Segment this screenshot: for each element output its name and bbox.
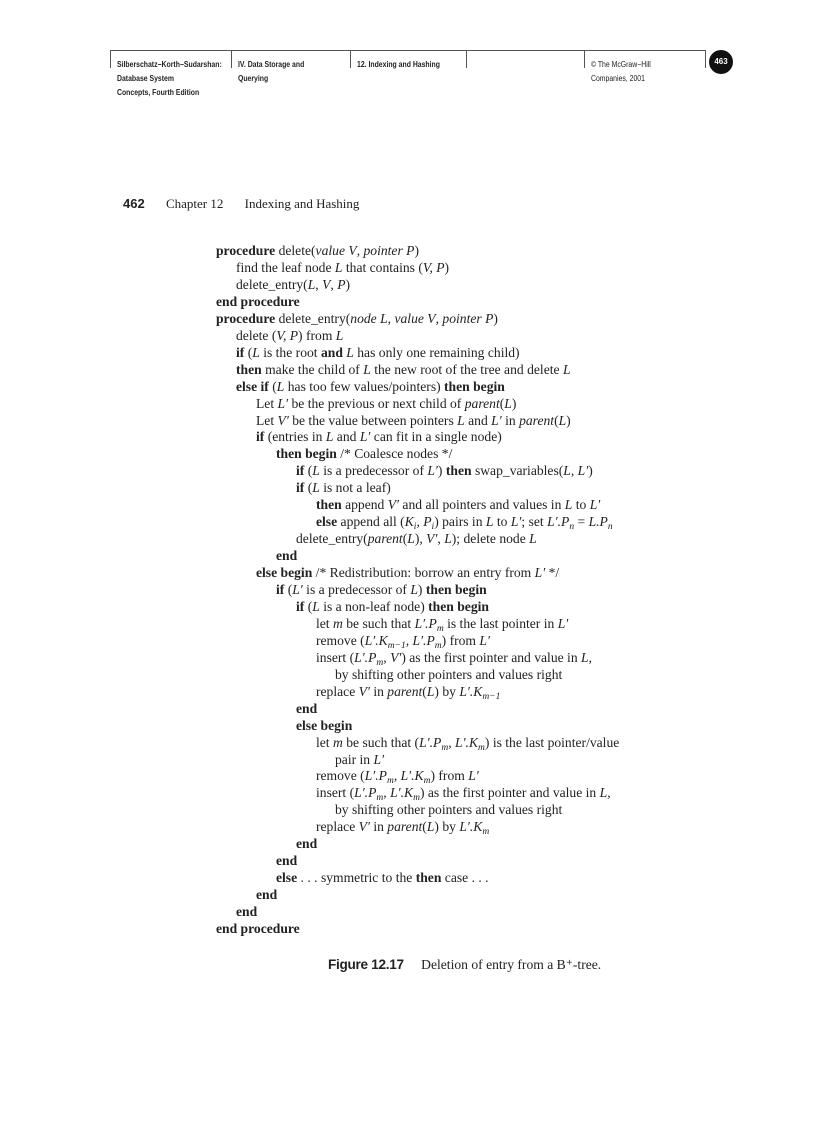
code-text: remove ( — [316, 768, 365, 784]
header-publisher-line: © The McGraw−Hill — [591, 60, 651, 69]
code-text: ( — [287, 582, 293, 597]
keyword: end — [236, 904, 258, 920]
code-text: is a predecessor of — [302, 582, 411, 597]
code-text: m — [386, 776, 394, 787]
code-line — [276, 581, 487, 598]
code-line — [256, 428, 502, 445]
code-text: , — [588, 649, 592, 665]
code-text: L′ — [491, 412, 502, 428]
code-text: m — [333, 615, 343, 631]
code-line — [236, 903, 257, 920]
keyword: end — [296, 700, 318, 716]
code-text: L′ — [534, 565, 546, 581]
code-text: is a non-leaf node) — [319, 598, 429, 614]
code-line — [236, 378, 505, 395]
code-text: append — [345, 497, 388, 513]
code-text: V, P — [422, 259, 445, 275]
code-text: L — [407, 531, 415, 547]
code-text: L — [562, 361, 571, 377]
code-text: ) — [444, 259, 450, 275]
code-text: L′ — [468, 768, 479, 784]
code-line — [236, 361, 571, 378]
code-line — [316, 615, 568, 632]
code-text: L — [276, 378, 285, 394]
code-text: V — [322, 276, 331, 292]
code-text: pointer P — [363, 243, 415, 258]
keyword: end — [276, 853, 298, 869]
code-text: L′ — [277, 395, 289, 411]
code-line — [316, 683, 500, 700]
code-text: L — [312, 463, 320, 479]
code-text: Let — [256, 395, 278, 411]
code-text: L′ — [359, 429, 371, 445]
keyword: if — [296, 463, 308, 479]
code-line — [316, 784, 611, 804]
code-text: be such that — [342, 615, 415, 631]
header-divider — [584, 50, 585, 68]
code-text: L — [564, 497, 573, 513]
keyword: then — [316, 497, 346, 513]
code-line — [236, 276, 350, 293]
code-text: . . . symmetric to the — [300, 870, 416, 886]
keyword: end procedure — [216, 293, 300, 309]
code-text: pointer P — [442, 310, 494, 326]
code-text: , L′.K — [448, 734, 479, 750]
code-text: in — [501, 412, 520, 428]
code-line — [256, 886, 277, 903]
code-text: , L′.K — [383, 785, 414, 801]
code-text: in — [369, 683, 388, 699]
code-text: V′ — [387, 497, 400, 513]
code-text: V′ — [358, 819, 370, 835]
code-text: ) as the first pointer and value in — [401, 649, 582, 665]
code-text: Let — [256, 412, 278, 428]
keyword: then — [236, 361, 266, 377]
chapter-title: Indexing and Hashing — [244, 196, 360, 211]
keyword: then — [415, 870, 442, 886]
code-text: can fit in a single node) — [370, 429, 502, 445]
header-publisher — [591, 58, 651, 86]
code-text: L′.P — [354, 649, 377, 665]
keyword: else begin — [256, 565, 316, 581]
code-text: L — [599, 785, 608, 801]
keyword: else — [276, 870, 301, 886]
code-text: parent — [387, 683, 423, 699]
code-text: parent — [464, 395, 500, 411]
code-text: value V — [315, 243, 357, 258]
code-text: P — [337, 276, 346, 292]
code-line — [216, 293, 300, 310]
code-text: ( — [422, 819, 427, 835]
code-text: ) — [566, 412, 571, 428]
code-text: L′.P — [364, 768, 387, 784]
code-text: insert ( — [316, 785, 355, 801]
code-text: L′ — [510, 514, 522, 530]
code-text: be such that ( — [342, 734, 420, 750]
code-text: /* Coalesce nodes */ — [340, 446, 453, 462]
code-line — [316, 513, 613, 533]
keyword: end — [276, 548, 298, 564]
code-text: L′ — [427, 463, 438, 479]
code-text: m — [423, 776, 431, 787]
code-text: L — [558, 412, 567, 428]
code-text: parent — [519, 412, 555, 428]
code-text: L′.K — [459, 683, 483, 699]
code-text: L — [457, 412, 465, 428]
code-text: L′.P — [547, 514, 570, 530]
code-text: in — [369, 819, 388, 835]
code-text: by shifting other pointers and values right — [335, 666, 563, 682]
code-text: ( — [422, 683, 427, 699]
code-text: ) is the last pointer/value — [484, 734, 620, 750]
code-text: L — [334, 259, 343, 275]
keyword: procedure — [216, 243, 279, 258]
code-text: L′.K — [364, 632, 388, 648]
code-text: V′ — [426, 531, 438, 547]
header-chapter: 12. Indexing and Hashing — [357, 60, 440, 69]
code-text: , — [435, 310, 443, 326]
header-book-line: Silberschatz−Korth−Sudarshan: — [117, 60, 222, 69]
code-text: find the leaf node — [236, 259, 335, 275]
code-text: L — [426, 819, 435, 835]
code-text: , — [356, 243, 364, 258]
code-text: parent — [367, 531, 403, 547]
code-text: is the root — [259, 344, 321, 360]
code-text: replace — [316, 819, 359, 835]
code-line — [296, 700, 317, 717]
code-text: delete( — [278, 243, 316, 258]
code-line — [276, 852, 297, 869]
code-text: L′ — [292, 582, 303, 597]
code-text: delete_entry( — [296, 531, 368, 547]
code-line — [296, 598, 489, 615]
code-text: , — [437, 531, 445, 547]
code-text: L — [426, 683, 435, 699]
code-text: , L′.K — [393, 768, 424, 784]
code-line — [256, 564, 559, 581]
code-text: ) — [417, 582, 426, 597]
chapter-label: Chapter 12 — [165, 196, 224, 211]
code-line — [316, 496, 600, 513]
keyword: then — [445, 463, 475, 479]
figure-caption — [328, 957, 601, 973]
header-part — [238, 58, 304, 86]
code-text: ) — [588, 463, 593, 479]
keyword: and — [320, 344, 347, 360]
code-text: m — [482, 827, 490, 838]
code-text: L — [485, 514, 494, 530]
code-text: L.P — [588, 514, 608, 530]
code-text: parent — [387, 819, 423, 835]
code-text: , — [315, 276, 323, 292]
code-text: L — [444, 531, 452, 547]
keyword: procedure — [216, 310, 279, 326]
code-text: ( — [307, 598, 313, 614]
code-text: let — [316, 615, 333, 631]
header-part-line: IV. Data Storage and — [238, 60, 305, 69]
code-text: ) pairs in — [434, 514, 486, 530]
code-text: i — [413, 522, 417, 533]
code-text: ) — [493, 310, 498, 326]
code-text: L — [252, 344, 260, 360]
figure-caption-text: Deletion of entry from a B⁺-tree. — [421, 957, 602, 972]
keyword: if — [236, 344, 248, 360]
code-text: ) — [345, 276, 351, 292]
code-text: has only one remaining child) — [353, 344, 520, 360]
code-text: is the last pointer in — [443, 615, 558, 631]
code-text: V′ — [358, 683, 370, 699]
header-divider — [110, 50, 111, 68]
code-text: and all pointers and values in — [399, 497, 565, 513]
code-line — [316, 632, 490, 649]
code-text: L′.P — [419, 734, 442, 750]
code-text: L′ — [373, 751, 385, 767]
code-line — [236, 259, 449, 276]
keyword: then begin — [428, 598, 489, 614]
code-text: m — [436, 623, 444, 634]
code-text: ( — [247, 344, 253, 360]
header-book-title — [117, 58, 222, 100]
code-text: delete_entry( — [278, 310, 351, 326]
code-text: ) from — [430, 768, 469, 784]
code-text: ) — [511, 395, 517, 411]
code-line — [296, 835, 317, 852]
code-text: ) by — [434, 819, 460, 835]
keyword: then begin — [425, 582, 487, 597]
code-text: ), — [414, 531, 427, 547]
code-line — [216, 242, 419, 259]
code-text: be the value between pointers — [288, 412, 458, 428]
code-text: ( — [307, 463, 313, 479]
running-head — [123, 196, 359, 212]
figure-label: Figure 12.17 — [328, 957, 404, 972]
keyword: then begin — [444, 378, 505, 394]
code-line — [256, 412, 571, 429]
code-line — [276, 869, 489, 886]
code-text: m — [441, 742, 449, 753]
code-text: n — [569, 522, 575, 533]
keyword: else — [316, 514, 341, 530]
code-line — [216, 310, 498, 327]
code-text: L′.P — [354, 785, 377, 801]
code-text: m — [333, 734, 343, 750]
code-text: L, L′ — [563, 463, 589, 479]
code-text: L — [410, 582, 418, 597]
code-text: m — [434, 640, 442, 651]
code-text: V′ — [277, 412, 289, 428]
code-text: /* Redistribution: borrow an entry from — [315, 565, 535, 581]
code-line — [296, 717, 352, 734]
code-text: node L — [350, 310, 388, 326]
code-text: ) from — [298, 327, 336, 343]
code-text: L — [307, 276, 316, 292]
code-text: L′ — [589, 497, 601, 513]
code-text: m — [376, 657, 384, 668]
code-text: */ — [545, 565, 560, 581]
code-text: L′ — [557, 615, 569, 631]
code-text: L — [325, 429, 334, 445]
keyword: if — [256, 429, 268, 445]
code-text: be the previous or next child of — [288, 395, 465, 411]
code-text: ( — [402, 531, 408, 547]
code-text: m−1 — [387, 640, 406, 651]
code-line — [236, 327, 343, 344]
page-number-badge: 463 — [709, 50, 733, 74]
code-text: m — [478, 742, 485, 753]
keyword: end — [296, 836, 318, 852]
code-text: let — [316, 734, 333, 750]
code-text: m−1 — [482, 691, 501, 702]
header-divider — [350, 50, 351, 68]
code-text: swap_variables( — [474, 463, 564, 479]
code-text: and — [333, 429, 360, 445]
header-divider — [705, 50, 706, 68]
keyword: if — [296, 598, 308, 614]
code-text: ( — [499, 395, 505, 411]
code-line — [296, 462, 593, 479]
code-text: is not a leaf) — [319, 480, 391, 496]
code-text: replace — [316, 683, 359, 699]
header-divider — [466, 50, 467, 68]
code-line — [316, 734, 619, 751]
code-text: , V′ — [383, 649, 402, 665]
code-text: insert ( — [316, 649, 355, 665]
header-publisher-line: Companies, 2001 — [591, 74, 645, 83]
keyword: else if — [236, 378, 273, 394]
code-text: L′.K — [459, 819, 483, 835]
code-text: L′.P — [414, 615, 437, 631]
code-line — [316, 767, 479, 787]
code-text: n — [607, 522, 613, 533]
code-line — [276, 445, 452, 462]
code-text: ); delete node — [451, 531, 530, 547]
code-text: (entries in — [267, 429, 326, 445]
code-text: append all ( — [340, 514, 405, 530]
header-rule — [110, 50, 706, 51]
code-text: ) from — [441, 632, 480, 648]
code-text: = — [574, 514, 589, 530]
keyword: else begin — [296, 717, 353, 733]
code-line — [335, 801, 562, 818]
code-text: L′ — [479, 632, 490, 648]
code-text: L — [504, 395, 512, 411]
code-text: L — [581, 649, 589, 665]
page-number: 462 — [123, 196, 145, 211]
header-book-line: Concepts, Fourth Edition — [117, 88, 200, 97]
code-text: , — [607, 785, 611, 801]
keyword: then begin — [276, 446, 341, 462]
code-text: , — [330, 276, 338, 292]
code-text: ) — [437, 463, 446, 479]
code-text: case . . . — [441, 870, 489, 886]
code-text: V, P — [276, 327, 299, 343]
code-text: delete_entry( — [236, 276, 308, 292]
code-text: , P — [416, 514, 432, 530]
code-text: ) by — [434, 683, 460, 699]
keyword: if — [276, 582, 288, 597]
code-text: ( — [272, 378, 277, 394]
code-text: L — [529, 531, 537, 547]
code-text: L — [335, 327, 344, 343]
code-line — [276, 547, 297, 564]
code-text: ( — [307, 480, 313, 496]
code-text: to — [572, 497, 590, 513]
keyword: end — [256, 887, 278, 903]
code-text: pair in — [335, 751, 374, 767]
code-line — [296, 530, 537, 547]
code-text: m — [413, 793, 420, 804]
code-text: make the child of — [265, 361, 364, 377]
code-line — [335, 751, 384, 768]
code-text: L — [346, 344, 354, 360]
code-text: m — [376, 793, 384, 804]
code-text: and — [464, 412, 492, 428]
code-text: i — [431, 522, 435, 533]
code-text: ) as the first pointer and value in — [419, 785, 600, 801]
code-text: value V — [394, 310, 436, 326]
code-text: , L′.P — [405, 632, 435, 648]
code-text: remove ( — [316, 632, 365, 648]
code-text: L — [363, 361, 371, 377]
code-line — [236, 344, 520, 361]
keyword: end procedure — [216, 921, 300, 936]
code-text: to — [493, 514, 511, 530]
code-text: K — [404, 514, 414, 530]
code-text: L — [312, 480, 320, 496]
header-book-line: Database System — [117, 74, 174, 83]
keyword: if — [296, 480, 308, 496]
code-text: has too few values/pointers) — [284, 378, 445, 394]
code-text: by shifting other pointers and values right — [335, 802, 563, 818]
code-text: ; set — [521, 514, 548, 530]
code-text: that contains ( — [342, 259, 423, 275]
code-text: L — [312, 598, 320, 614]
code-line — [335, 666, 562, 683]
code-text: the new root of the tree and delete — [370, 361, 563, 377]
code-line — [216, 920, 300, 937]
code-text: is a predecessor of — [319, 463, 428, 479]
code-text: ) — [414, 243, 419, 258]
header-part-line: Querying — [238, 74, 269, 83]
code-text: delete ( — [236, 327, 277, 343]
header-divider — [231, 50, 232, 68]
code-line — [296, 479, 391, 496]
code-line — [256, 395, 516, 412]
code-line — [316, 818, 490, 838]
code-text: , — [387, 310, 395, 326]
code-line — [316, 649, 592, 666]
code-text: ( — [554, 412, 559, 428]
